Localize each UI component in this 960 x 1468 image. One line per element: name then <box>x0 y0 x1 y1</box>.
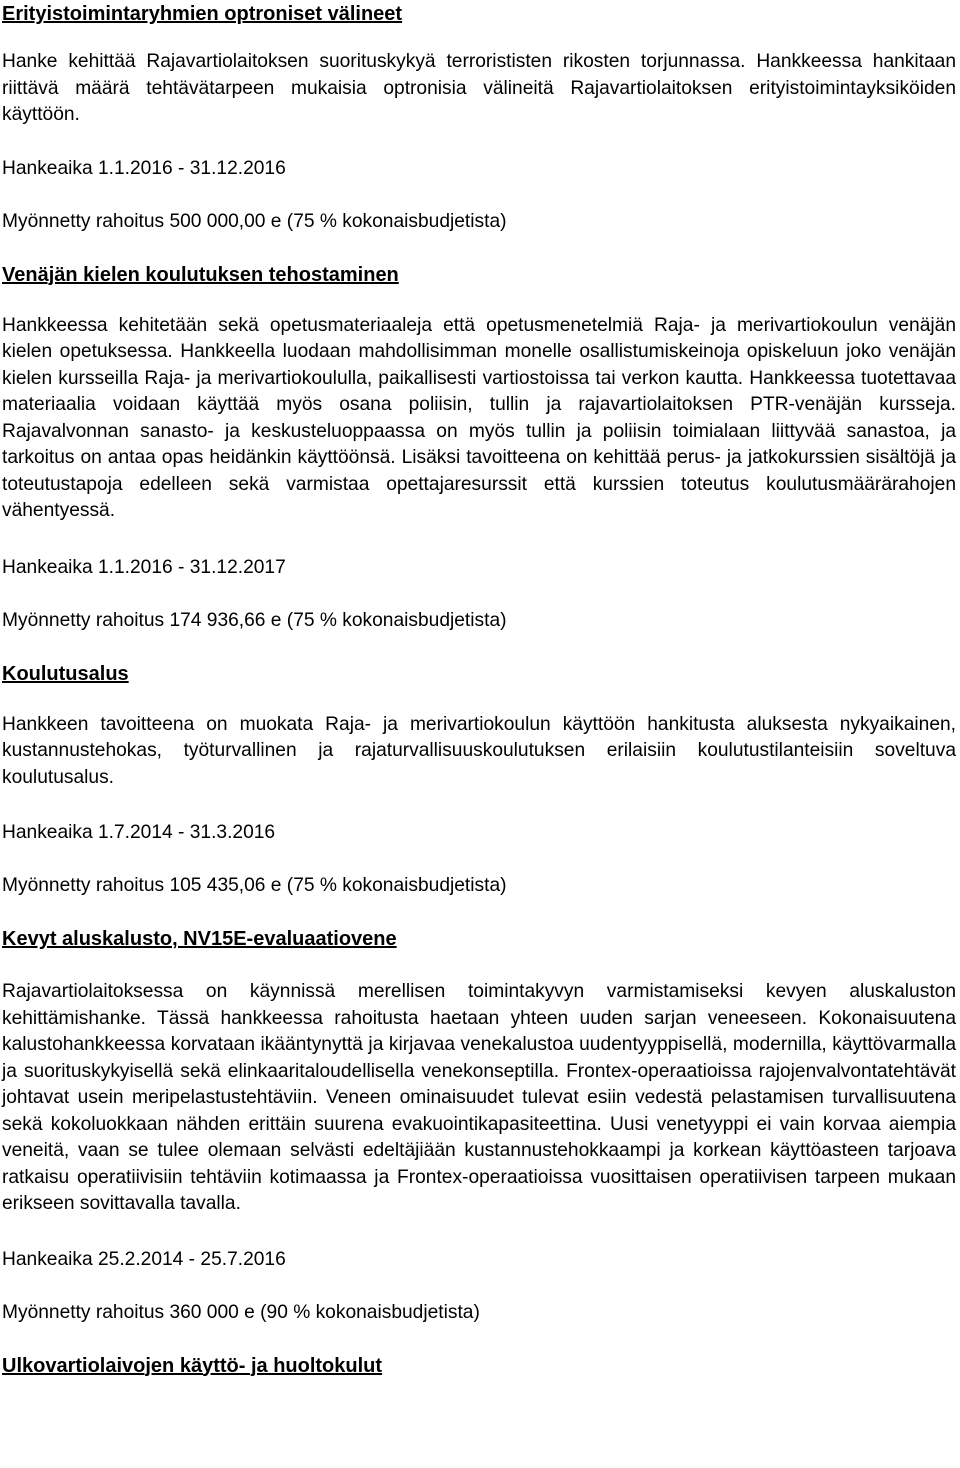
project-period: Hankeaika 1.1.2016 - 31.12.2017 <box>2 556 286 578</box>
section-heading: Venäjän kielen koulutuksen tehostaminen <box>2 263 399 286</box>
document-page <box>2 0 956 1379</box>
project-funding: Myönnetty rahoitus 360 000 e (90 % kokonaisbudjetista) <box>2 1301 480 1323</box>
project-funding: Myönnetty rahoitus 500 000,00 e (75 % kokonaisbudjetista) <box>2 210 507 232</box>
project-period: Hankeaika 25.2.2014 - 25.7.2016 <box>2 1248 286 1270</box>
project-period: Hankeaika 1.1.2016 - 31.12.2016 <box>2 157 286 179</box>
project-funding: Myönnetty rahoitus 105 435,06 e (75 % kokonaisbudjetista) <box>2 875 507 896</box>
section-body: Hanke kehittää Rajavartiolaitoksen suorituskykyä terrorististen rikosten torjunnassa. Hankkeessa hankitaan riittävä määrä tehtävätarpeen mukaisia optronisia välineitä Rajavartiolaitoksen erityistoimintayksiköiden käyttöön. <box>2 51 956 125</box>
section-heading: Erityistoimintaryhmien optroniset välineet <box>2 3 403 25</box>
section-body: Hankkeen tavoitteena on muokata Raja- ja merivartiokoulun käyttöön hankitusta aluksesta nykyaikainen, kustannustehokas, työturvallinen ja rajaturvallisuuskoulutuksen erilaisiin koulutustilanteisiin soveltuva koulutusalus. <box>2 713 956 788</box>
project-period: Hankeaika 1.7.2014 - 31.3.2016 <box>2 822 276 843</box>
section-heading: Ulkovartiolaivojen käyttö- ja huoltokulut <box>2 1354 383 1377</box>
section-body: Hankkeessa kehitetään sekä opetusmateriaaleja että opetusmenetelmiä Raja- ja merivartiokoulun venäjän kielen opetuksessa. Hankkeella luodaan mahdollisimman monelle osallistumiskeinoja opiskeluun joko venäjän kielen kursseilla Raja- ja merivartiokoululla, paikallisesti vartiostoissa tai verkon kautta. Hankkeessa tuotettavaa materiaalia voidaan käyttää myös osana poliisin, tullin ja rajavartiolaitoksen PTR-venäjän kursseja. Rajavalvonnan sanasto- ja keskusteluoppaassa on myös tullin ja poliisin toimialaan liittyvää sanastoa, ja tarkoitus on antaa opas heidänkin käyttöönsä. Lisäksi tavoitteena on kehittää perus- ja jatkokurssien sisältöjä ja toteutustapoja edelleen sekä varmistaa opettajaresurssit että kurssien toteutus koulutusmäärärahojen vähentyessä. <box>2 314 956 521</box>
section-body: Rajavartiolaitoksessa on käynnissä merellisen toimintakyvyn varmistamiseksi kevyen aluskaluston kehittämishanke. Tässä hankkeessa rahoitusta haetaan yhteen uuden sarjan veneeseen. Kokonaisuutena kalustohankkeessa korvataan ikääntynyttä ja kirjavaa venekalustoa uudentyyppisellä, modernilla, käyttövarmalla ja suorituskykyisellä sekä elinkaaritaloudellisella venekonseptilla. Frontex-operaatioissa rajojenvalvontatehtävät johtavat usein meripelastustehtäviin. Veneen ominaisuudet tulevat esiin vedestä pelastamisen turvallisuutena sekä kokoluokkaan nähden erittäin suurena evakuointikapasiteettina. Uusi venetyyppi ei vain korvaa aiempia veneitä, vaan se tulee olemaan selvästi edeltäjiään kustannustehokkaampi ja korkean käyttöasteen tarjoava ratkaisu operatiivisiin tehtäviin kotimaassa ja Frontex-operaatioissa vuosittaisen operatiivisen tarpeen mukaan erikseen sovittavalla tavalla. <box>2 981 956 1214</box>
section-heading: Koulutusalus <box>2 662 129 685</box>
section-heading: Kevyt aluskalusto, NV15E-evaluaatiovene <box>2 928 397 950</box>
project-funding: Myönnetty rahoitus 174 936,66 e (75 % kokonaisbudjetista) <box>2 609 507 631</box>
